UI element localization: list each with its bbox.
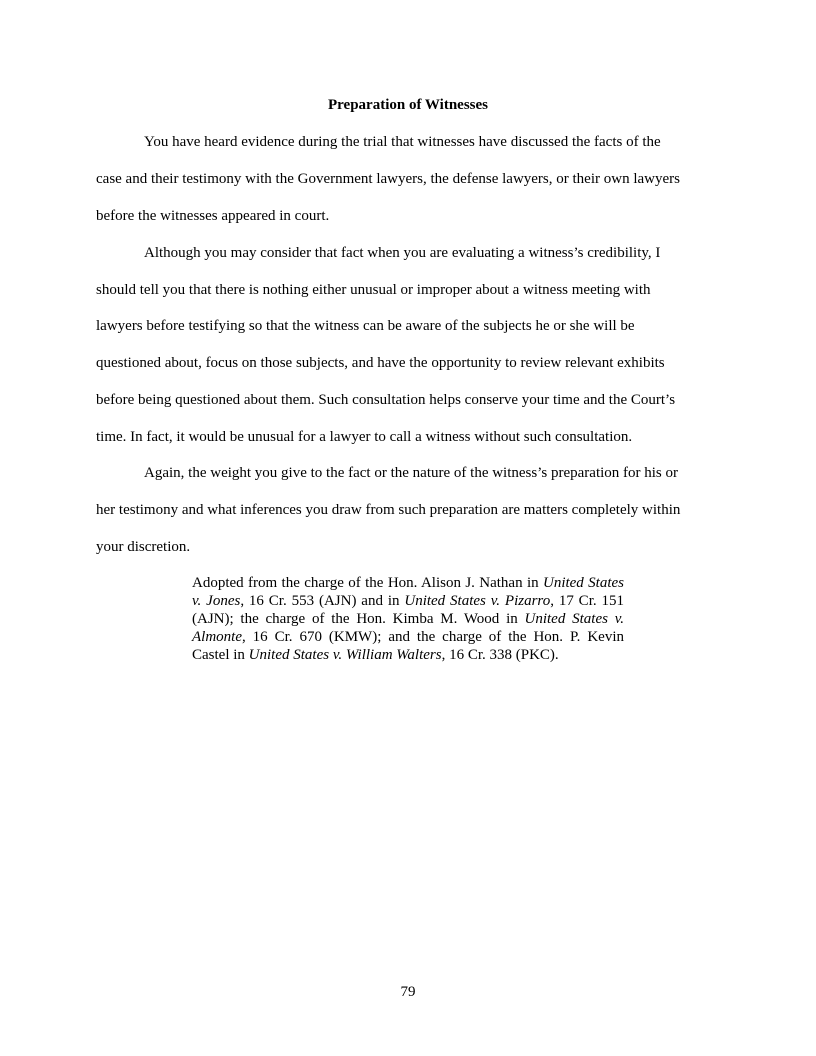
citation-text: , 16 Cr. 338 (PKC). (441, 647, 559, 663)
body-text-line: time. In fact, it would be unusual for a lawyer to call a witness without such consultation. (96, 429, 633, 445)
body-text-line: before being questioned about them. Such consultation helps conserve your time and the Court’s (96, 392, 676, 408)
body-text-line: Again, the weight you give to the fact or the nature of the witness’s preparation for his or (144, 465, 679, 481)
citation-text: , 16 Cr. 670 (KMW); and the charge of the Hon. P. Kevin Castel in (192, 629, 624, 663)
body-text-line: before the witnesses appeared in court. (96, 208, 330, 224)
citation-text: , 16 Cr. 553 (AJN) and in (240, 593, 405, 609)
body-text-line: should tell you that there is nothing either unusual or improper about a witness meeting with (96, 282, 651, 298)
body-text-line: questioned about, focus on those subjects, and have the opportunity to review relevant exhibits (96, 355, 665, 371)
citation-text: , 17 Cr. 151 (AJN); the charge of the Hon. Kimba M. Wood in (192, 593, 624, 627)
body-text-line: You have heard evidence during the trial that witnesses have discussed the facts of the (144, 134, 661, 150)
body-text-line: lawyers before testifying so that the witness can be aware of the subjects he or she will be (96, 318, 635, 334)
body-text-line: your discretion. (96, 539, 191, 555)
section-heading: Preparation of Witnesses (328, 97, 488, 113)
source-citation (192, 574, 624, 664)
case-name: United States v. Pizarro (404, 593, 551, 609)
body-text-line: her testimony and what inferences you draw from such preparation are matters completely within (96, 502, 681, 518)
page-number: 79 (400, 984, 416, 1000)
case-name: United States v. Jones (192, 575, 625, 609)
citation-text: Adopted from the charge of the Hon. Alison J. Nathan in (192, 575, 543, 591)
body-text-line: case and their testimony with the Government lawyers, the defense lawyers, or their own lawyers (96, 171, 680, 187)
case-name: United States v. William Walters (248, 647, 442, 663)
body-text-line: Although you may consider that fact when you are evaluating a witness’s credibility, I (144, 245, 661, 261)
case-name: United States v. Almonte (192, 611, 624, 645)
